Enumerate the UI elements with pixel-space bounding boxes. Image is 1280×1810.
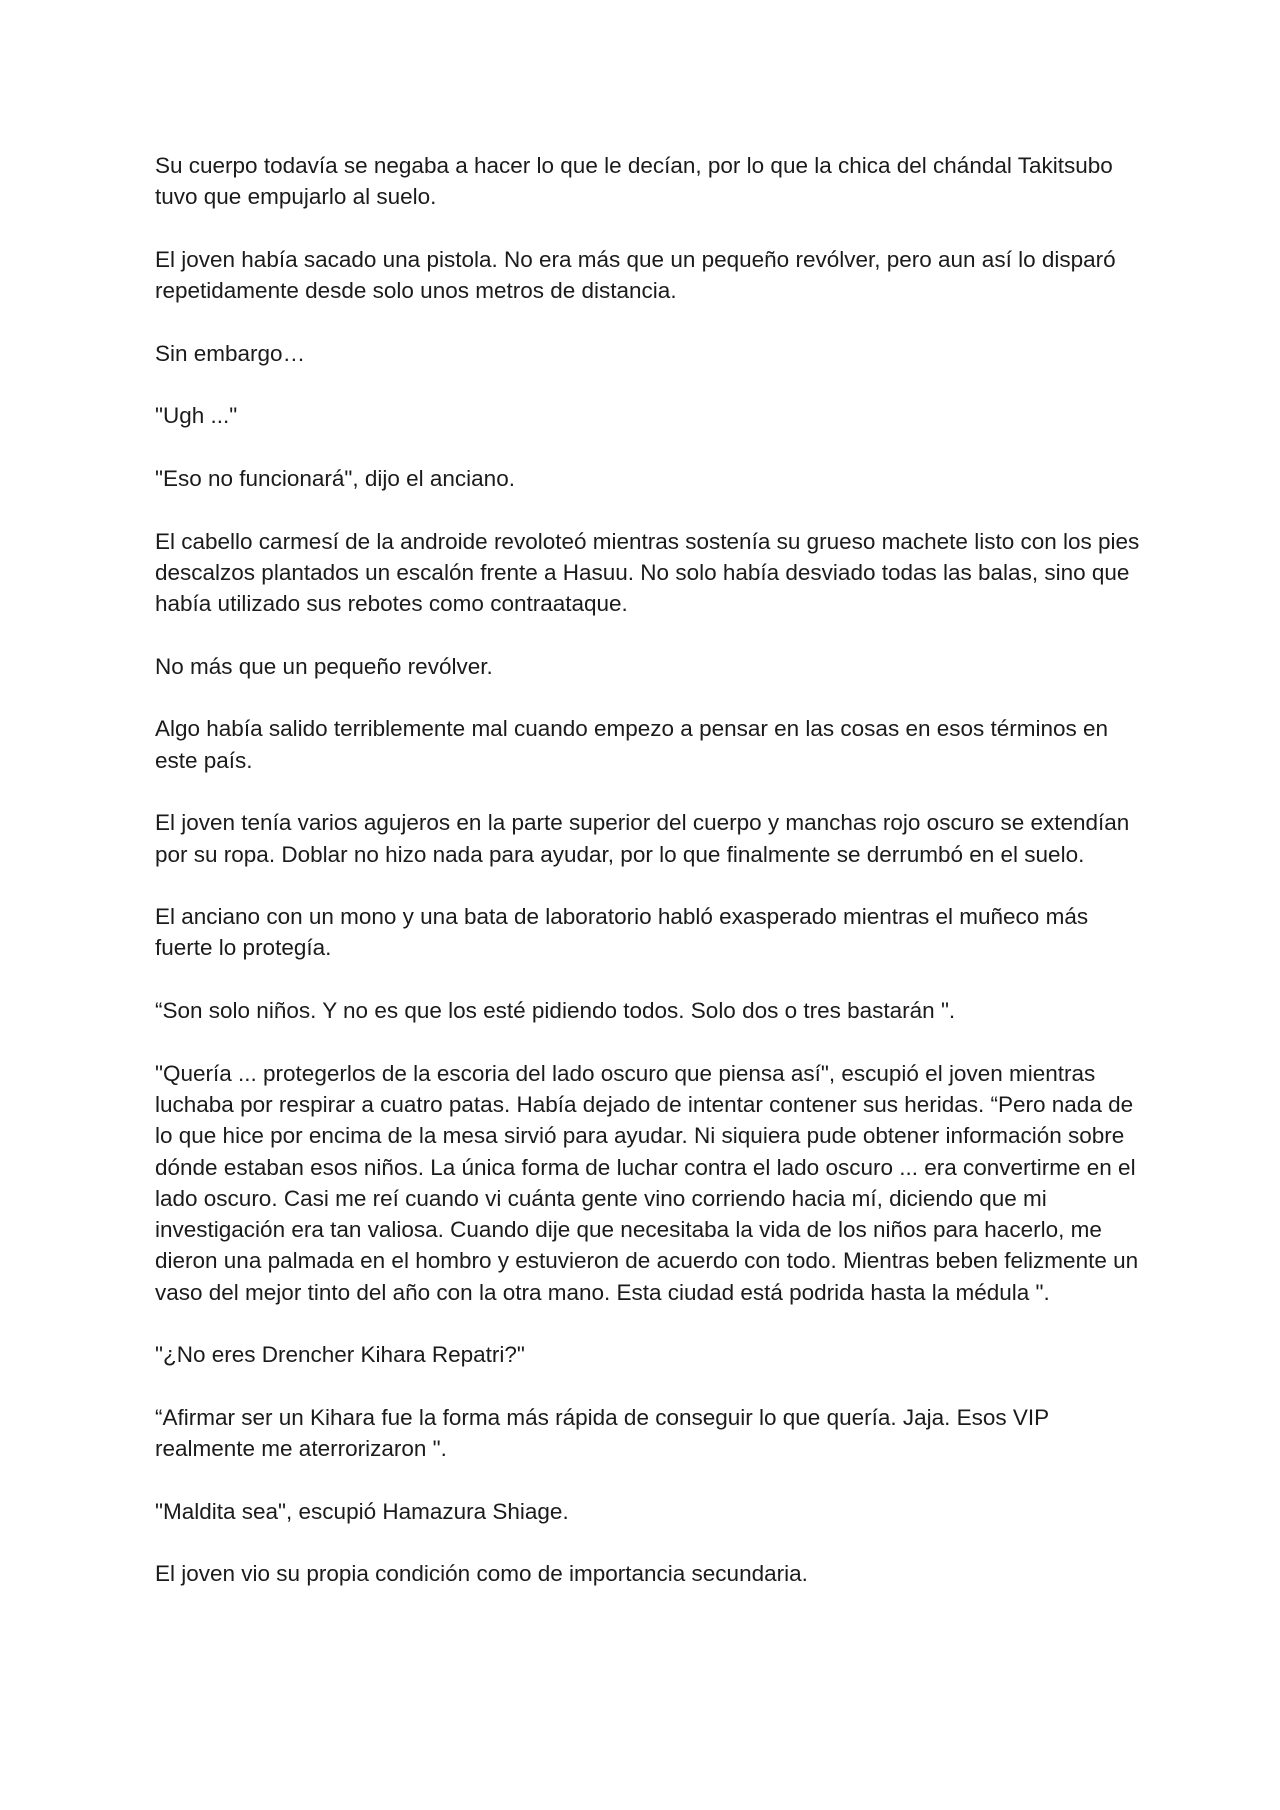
paragraph: “Afirmar ser un Kihara fue la forma más rápida de conseguir lo que quería. Jaja. Esos VIP realmente me aterrorizaron ". <box>155 1404 1049 1462</box>
paragraph: "¿No eres Drencher Kihara Repatri?" <box>155 1342 525 1368</box>
document-body <box>155 150 1140 1621</box>
paragraph: Sin embargo… <box>155 340 306 366</box>
paragraph: El anciano con un mono y una bata de laboratorio habló exasperado mientras el muñeco más fuerte lo protegía. <box>155 904 1089 961</box>
paragraph: Su cuerpo todavía se negaba a hacer lo que le decían, por lo que la chica del chándal Takitsubo tuvo que empujarlo al suelo. <box>155 153 1113 210</box>
paragraph: El joven había sacado una pistola. No era más que un pequeño revólver, pero aun así lo disparó repetidamente desde solo unos metros de distancia. <box>155 246 1116 304</box>
paragraph: No más que un pequeño revólver. <box>155 653 493 679</box>
paragraph: El joven vio su propia condición como de importancia secundaria. <box>155 1561 808 1587</box>
paragraph: Algo había salido terriblemente mal cuando empezo a pensar en las cosas en esos términos en este país. <box>155 716 1109 773</box>
paragraph: "Quería ... protegerlos de la escoria del lado oscuro que piensa así", escupió el joven mientras luchaba por respirar a cuatro patas. Había dejado de intentar contener sus heridas. “Pero nada de lo que hice por encima de la mesa sirvió para ayudar. Ni siquiera pude obtener información sobre dónde estaban esos niños. La única forma de luchar contra el lado oscuro ... era convertirme en el lado oscuro. Casi me reí cuando vi cuánta gente vino corriendo hacia mí, diciendo que mi investigación era tan valiosa. Cuando dije que necesitaba la vida de los niños para hacerlo, me dieron una palmada en el hombro y estuvieron de acuerdo con todo. Mientras beben felizmente un vaso del mejor tinto del año con la otra mano. Esta ciudad está podrida hasta la médula ". <box>155 1060 1139 1305</box>
paragraph: "Ugh ..." <box>155 403 238 429</box>
paragraph: "Eso no funcionará", dijo el anciano. <box>155 465 515 491</box>
paragraph: "Maldita sea", escupió Hamazura Shiage. <box>155 1498 569 1524</box>
paragraph: El joven tenía varios agujeros en la parte superior del cuerpo y manchas rojo oscuro se extendían por su ropa. Doblar no hizo nada para ayudar, por lo que finalmente se derrumbó en el suelo. <box>155 810 1130 867</box>
paragraph: El cabello carmesí de la androide revoloteó mientras sostenía su grueso machete listo con los pies descalzos plantados un escalón frente a Hasuu. No solo había desviado todas las balas, sino que había utilizado sus rebotes como contraataque. <box>155 528 1140 617</box>
paragraph: “Son solo niños. Y no es que los esté pidiendo todos. Solo dos o tres bastarán ". <box>155 998 956 1024</box>
